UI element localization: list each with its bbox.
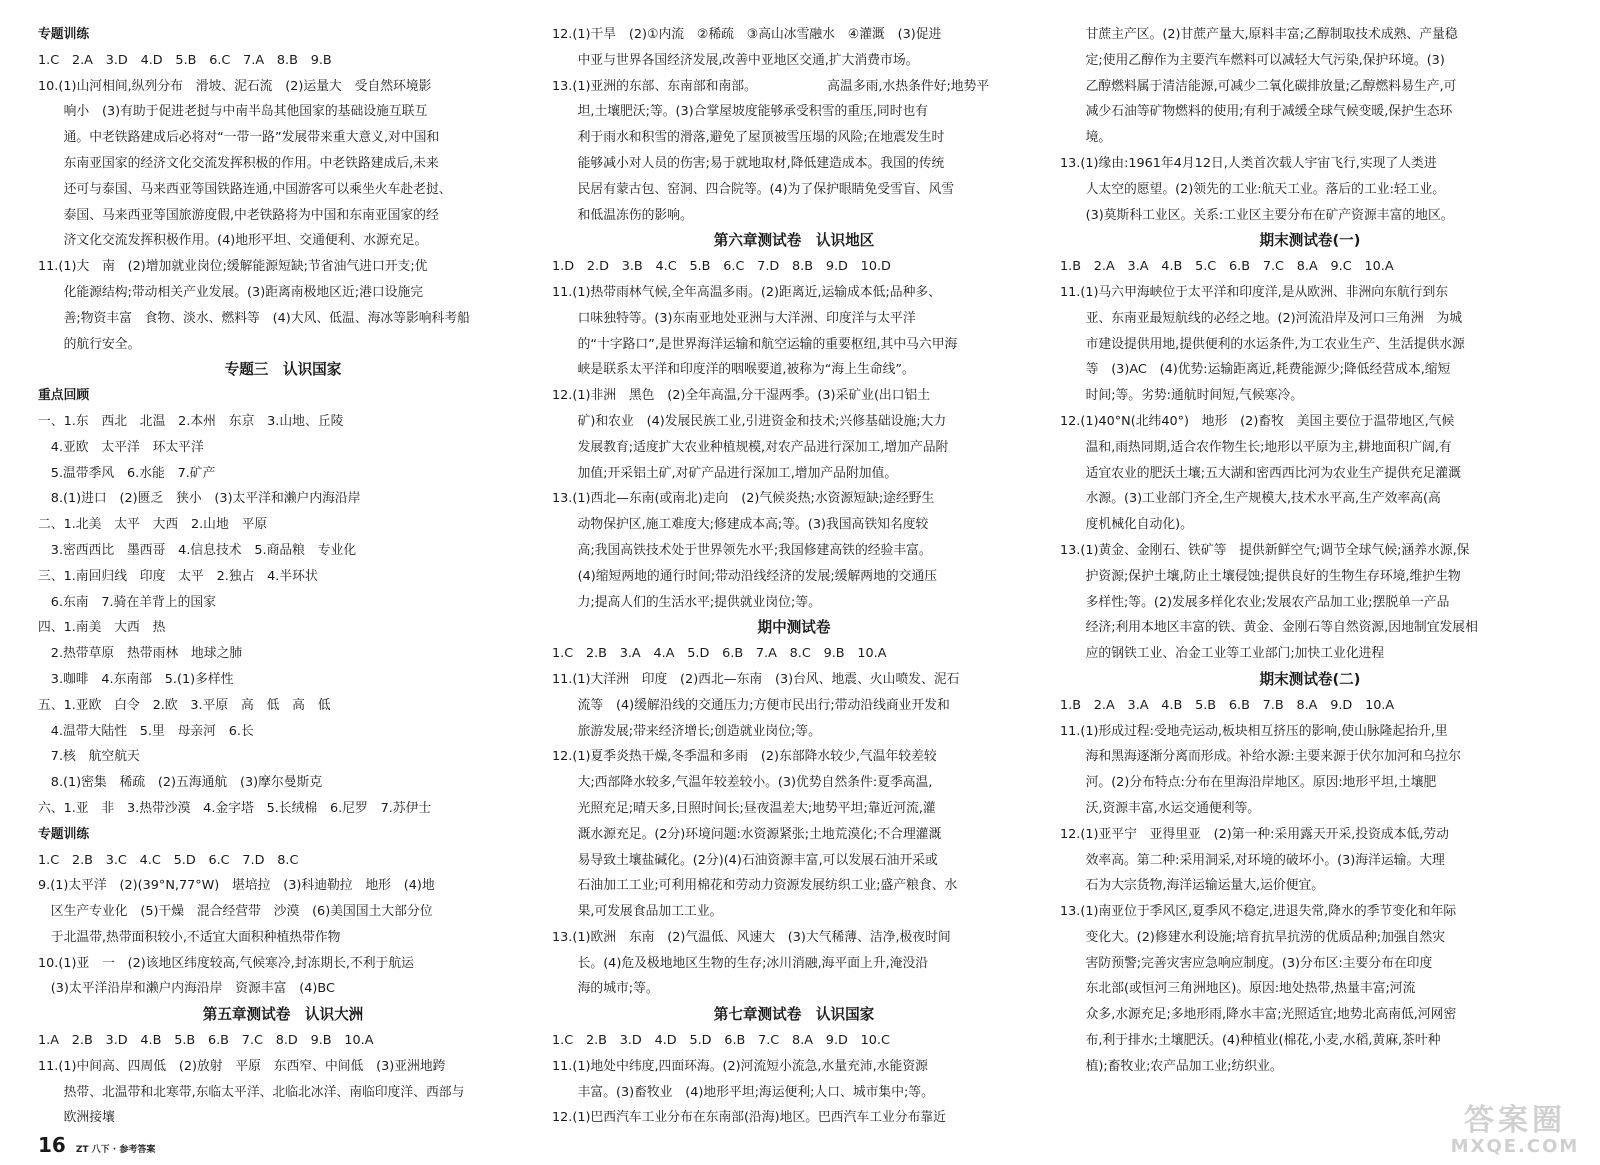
answer-text: 一、1.东 西北 北温 2.本州 东京 3.山地、丘陵 4.亚欧 太平洋 环太平洋 5.温带季风 6.水能 7.矿产 8.(1)进口 (2)匮乏 狭小 (3)太平洋和濑户内海沿岸 二、1.北美 太平 大西 2.山地 平原 3.密西西比 墨西哥 4.信息技术 5.商品粮 专业化 三、1.南回归线 印度 太平 2.独占 4.半环状 6.东南 7.骑在羊背上的国家 四、1.南美 大西 热 2.热带草原 热带雨林 地球之肺 3.咖啡 4.东南部 5.(1)多样性 五、1.亚欧 白令 2.欧 3.平原 高 低 高 低 4.温带大陆性 5.里 母亲河 6.长 7.核 航空航天 8.(1)密集 稀疏 (2)五海通航 (3)摩尔曼斯克 六、1.亚 非 3.热带沙漠 4.金字塔 5.长绒棉 6.尼罗 7.苏伊士 bbox=[38, 413, 432, 816]
watermark-main-text: 答案圈 bbox=[1464, 1103, 1566, 1138]
column-right bbox=[1060, 22, 1560, 1080]
section-title: 第六章测试卷 认识地区 bbox=[713, 232, 875, 250]
answer-text: 12.(1)干旱 (2)①内流 ②稀疏 ③高山冰雪融水 ④灌溉 (3)促进 中亚与世界各国经济发展,改善中亚地区交通,扩大消费市场。 13.(1)亚洲的东部、东南部和南部。 高温多雨,水热条件好;地势平 坦,土壤肥沃;等。(3)合掌屋坡度能够承受积雪的重压,同时也有 利于雨水和积雪的滑落,避免了屋顶被雪压塌的风险;在地震发生时 能够减小对人员的伤害;易于就地取材,降低建造成本。我国的传统 民居有蒙古包、窑洞、四合院等。(4)为了保护眼睛免受雪盲、风雪 和低温冻伤的影响。 bbox=[552, 27, 990, 223]
section-heading: 专题训练 bbox=[38, 826, 90, 842]
section-title: 期末测试卷(一) bbox=[1259, 232, 1361, 250]
watermark-sub-text: MXQE.COM bbox=[1450, 1136, 1580, 1157]
answer-text: 1.B 2.A 3.A 4.B 5.B 6.B 7.B 8.A 9.D 10.A 11.(1)形成过程:受地壳运动,板块相互挤压的影响,使山脉隆起抬升,里 海和黑海逐渐分离而形成。补给水源:主要来源于伏尔加河和乌拉尔 河。(2)分布特点:分布在里海沿岸地区。原因:地形平坦,土壤肥 沃,资源丰富,水运交通便利等。 12.(1)亚平宁 亚得里亚 (2)第一种:采用露天开采,投资成本低,劳动 效率高。第二种:采用洞采,对环境的破坏小。(3)海洋运输。大理 石为大宗货物,海洋运输运量大,运价便宜。 13.(1)南亚位于季风区,夏季风不稳定,进退失常,降水的季节变化和年际 变化大。(2)修建水利设施;培育抗旱抗涝的优质品种;加强自然灾 害防预警;完善灾害应急响应制度。(3)分布区:主要分布在印度 东北部(或恒河三角洲地区)。原因:地处热带,热量丰富;河流 众多,水源充足;多地形雨,降水丰富;光照适宜;地势北高南低,河网密 布,利于排水;土壤肥沃。(4)种植业(棉花,小麦,水稻,黄麻,茶叶种 植);畜牧业;农产品加工业;纺织业。 bbox=[1060, 697, 1462, 1074]
answer-text: 1.D 2.D 3.B 4.C 5.B 6.C 7.D 8.B 9.D 10.D 11.(1)热带雨林气候,全年高温多雨。(2)距离近,运输成本低;品种多、 口味独特等。(3)东南亚地处亚洲与大洋洲、印度洋与太平洋 的“十字路口”,是世界海洋运输和航空运输的重要枢纽,其中马六甲海 峡是联系太平洋和印度洋的咽喉要道,被称为“海上生命线”。 12.(1)非洲 黑色 (2)全年高温,分干湿两季。(3)采矿业(出口铝土 矿)和农业 (4)发展民族工业,引进资金和技术;兴修基础设施;大力 发展教育;适度扩大农业种植规模,对农产品进行深加工,增加产品附 加值;开采铝土矿,对矿产品进行深加工,增加产品附加值。 13.(1)西北—东南(或南北)走向 (2)气候炎热;水资源短缺;途经野生 动物保护区,施工难度大;修建成本高;等。(3)我国高铁知名度较 高;我国高铁技术处于世界领先水平;我国修建高铁的经验丰富。 (4)缩短两地的通行时间;带动沿线经济的发展;缓解两地的交通压 力;提高人们的生活水平;提供就业岗位;等。 bbox=[552, 259, 958, 610]
column-left bbox=[38, 22, 528, 1131]
answer-text: 1.C 2.B 3.D 4.D 5.D 6.B 7.C 8.A 9.D 10.C 11.(1)地处中纬度,四面环海。(2)河流短小流急,水量充沛,水能资源 丰富。(3)畜牧业 (4)地形平坦;海运便利;人口、城市集中;等。 12.(1)巴西汽车工业分布在东南部(沿海)地区。巴西汽车工业分布靠近 bbox=[552, 1033, 946, 1126]
answer-text: 1.C 2.B 3.A 4.A 5.D 6.B 7.A 8.C 9.B 10.A 11.(1)大洋洲 印度 (2)西北—东南 (3)台风、地震、火山喷发、泥石 流等 (4)缓解沿线的交通压力;方便市民出行;带动沿线商业开发和 旅游发展;带来经济增长;创造就业岗位;等。 12.(1)夏季炎热干燥,冬季温和多雨 (2)东部降水较少,气温年较差较 大;西部降水较多,气温年较差较小。(3)优势自然条件:夏季高温, 光照充足;晴天多,日照时间长;昼夜温差大;地势平坦;靠近河流,灌 溉水源充足。(2分)环境问题:水资源紧张;土地荒漠化;不合理灌溉 易导致土壤盐碱化。(2分)(4)石油资源丰富,可以发展石油开采或 石油加工工业;可利用棉花和劳动力资源发展纺织工业;盛产粮食、水 果,可发展食品加工工业。 13.(1)欧洲 东南 (2)气温低、风速大 (3)大气稀薄、洁净,极夜时间 长。(4)危及极地地区生物的生存;冰川消融,海平面上升,淹没沿 海的城市;等。 bbox=[552, 646, 960, 997]
watermark-logo bbox=[1440, 1103, 1590, 1159]
section-title: 第七章测试卷 认识国家 bbox=[713, 1006, 875, 1024]
section-heading: 重点回顾 bbox=[38, 388, 90, 404]
section-title: 专题三 认识国家 bbox=[224, 361, 342, 379]
section-title: 期末测试卷(二) bbox=[1259, 670, 1361, 688]
answer-text: 1.C 2.B 3.C 4.C 5.D 6.C 7.D 8.C 9.(1)太平洋 (2)(39°N,77°W) 堪培拉 (3)科迪勒拉 地形 (4)地 区生产专业化 (5)干燥 混合经营带 沙漠 (6)美国国土大部分位 于北温带,热带面积较小,不适宜大面积种植热带作物 10.(1)亚 一 (2)该地区纬度较高,气候寒冷,封冻期长,不利于航运 (3)太平洋沿岸和濑户内海沿岸 资源丰富 (4)BC bbox=[38, 852, 435, 997]
column-middle bbox=[552, 22, 1036, 1131]
footer-label: ZT 八下 · 参考答案 bbox=[75, 1145, 156, 1155]
section-title: 期中测试卷 bbox=[757, 619, 831, 637]
answer-text: 1.C 2.A 3.D 4.D 5.B 6.C 7.A 8.B 9.B 10.(1)山河相间,纵列分布 滑坡、泥石流 (2)运量大 受自然环境影 响小 (3)有助于促进老挝与中南半岛其他国家的基础设施互联互 通。中老铁路建成后必将对“一带一路”发展带来重大意义,对中国和 东南亚国家的经济文化交流发挥积极的作用。中老铁路建成后,未来 还可与泰国、马来西亚等国铁路连通,中国游客可以乘坐火车赴老挝、 泰国、马来西亚等国旅游度假,中老铁路将为中国和东南亚国家的经 济文化交流发挥积极作用。(4)地形平坦、交通便利、水源充足。 11.(1)大 南 (2)增加就业岗位;缓解能源短缺;节省油气进口开支;优 化能源结构;带动相关产业发展。(3)距离南极地区近;港口设施完 善;物资丰富 食物、淡水、燃料等 (4)大风、低温、海冰等影响科考船 的航行安全。 bbox=[38, 52, 470, 352]
section-heading: 专题训练 bbox=[38, 27, 90, 42]
answer-text: 1.A 2.B 3.D 4.B 5.B 6.B 7.C 8.D 9.B 10.A 11.(1)中间高、四周低 (2)放射 平原 东西窄、中间低 (3)亚洲地跨 热带、北温带和北寒带,东临太平洋、北临北冰洋、南临印度洋、西部与 欧洲接壤 bbox=[38, 1033, 465, 1126]
section-title: 第五章测试卷 认识大洲 bbox=[202, 1006, 364, 1024]
answer-text: 甘蔗主产区。(2)甘蔗产量大,原料丰富;乙醇制取技术成熟、产量稳 定;使用乙醇作为主要汽车燃料可以减轻大气污染,保护环境。(3) 乙醇燃料属于清洁能源,可减少二氧化碳排放量;乙醇燃料易生产,可 减少石油等矿物燃料的使用;有利于减缓全球气候变暖,保护生态环 境。 13.(1)缘由:1961年4月12日,人类首次载人宇宙飞行,实现了人类进 人太空的愿望。(2)领先的工业:航天工业。落后的工业:轻工业。 (3)莫斯科工业区。关系:工业区主要分布在矿产资源丰富的地区。 bbox=[1060, 27, 1458, 223]
page-footer bbox=[38, 1133, 155, 1157]
answer-text: 1.B 2.A 3.A 4.B 5.C 6.B 7.C 8.A 9.C 10.A 11.(1)马六甲海峡位于太平洋和印度洋,是从欧洲、非洲向东航行到东 亚、东南亚最短航线的必经之地。(2)河流沿岸及河口三角洲 为城 市建设提供用地,提供便利的水运条件,为工农业生产、生活提供水源 等 (3)AC (4)优势:运输距离近,耗费能源少;降低经营成本,缩短 时间;等。劣势:通航时间短,气候寒冷。 12.(1)40°N(北纬40°) 地形 (2)畜牧 美国主要位于温带地区,气候 温和,雨热同期,适合农作物生长;地形以平原为主,耕地面积广阔,有 适宜农业的肥沃土壤;五大湖和密西西比河为农业生产提供充足灌溉 水源。(3)工业部门齐全,生产规模大,技术水平高,生产效率高(高 度机械化自动化)。 13.(1)黄金、金刚石、铁矿等 提供新鲜空气;调节全球气候;涵养水源,保 护资源;保护土壤,防止土壤侵蚀;提供良好的生物生存环境,维护生物 多样性;等。(2)发展多样化农业;发展农产品加工业;摆脱单一产品 经济;利用本地区丰富的铁、黄金、金刚石等自然资源,因地制宜发展相 应的钢铁工业、冶金工业等工业部门;加快工业化进程 bbox=[1060, 259, 1478, 662]
page-number: 16 bbox=[38, 1133, 66, 1157]
